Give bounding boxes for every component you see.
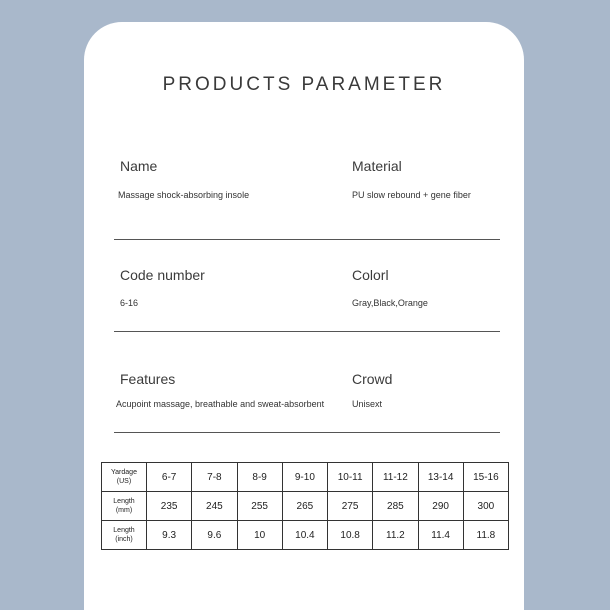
table-cell: 275 bbox=[328, 492, 373, 521]
name-label: Name bbox=[120, 158, 158, 174]
code-number-value: 6-16 bbox=[120, 298, 139, 308]
table-cell: 9.3 bbox=[147, 521, 192, 550]
row-header-line1: Length bbox=[113, 527, 135, 534]
table-row bbox=[102, 492, 509, 521]
material-value: PU slow rebound + gene fiber bbox=[352, 190, 471, 200]
name-value: Massage shock-absorbing insole bbox=[118, 190, 250, 200]
table-cell: 11.8 bbox=[463, 521, 508, 550]
table-cell: 245 bbox=[192, 492, 237, 521]
row-header bbox=[102, 492, 147, 521]
row-header-line2: (inch) bbox=[115, 536, 133, 543]
row-header-line1: Yardage bbox=[111, 469, 137, 476]
table-row bbox=[102, 463, 509, 492]
table-cell: 11-12 bbox=[373, 463, 418, 492]
table-cell: 10.4 bbox=[282, 521, 327, 550]
table-cell: 7-8 bbox=[192, 463, 237, 492]
table-cell: 265 bbox=[282, 492, 327, 521]
table-cell: 255 bbox=[237, 492, 282, 521]
table-row bbox=[102, 521, 509, 550]
features-label: Features bbox=[120, 371, 176, 387]
table-cell: 13-14 bbox=[418, 463, 463, 492]
table-cell: 235 bbox=[147, 492, 192, 521]
row-header-line2: (mm) bbox=[115, 507, 133, 514]
table-cell: 15-16 bbox=[463, 463, 508, 492]
table-cell: 6-7 bbox=[147, 463, 192, 492]
table-cell: 11.2 bbox=[373, 521, 418, 550]
row-header-line1: Length bbox=[113, 498, 135, 505]
material-label: Material bbox=[352, 158, 402, 174]
crowd-label: Crowd bbox=[352, 371, 393, 387]
table-cell: 9.6 bbox=[192, 521, 237, 550]
table-cell: 9-10 bbox=[282, 463, 327, 492]
page-title: PRODUCTS PARAMETER bbox=[162, 74, 446, 95]
features-value: Acupoint massage, breathable and sweat-absorbent bbox=[116, 399, 325, 409]
table-cell: 285 bbox=[373, 492, 418, 521]
color-label: Colorl bbox=[352, 267, 389, 283]
crowd-value: Unisext bbox=[352, 399, 383, 409]
color-value: Gray,Black,Orange bbox=[352, 298, 428, 308]
product-card bbox=[84, 22, 524, 610]
divider-1 bbox=[114, 239, 500, 240]
divider-2 bbox=[114, 331, 500, 332]
size-table bbox=[101, 462, 509, 550]
row-header bbox=[102, 463, 147, 492]
code-number-label: Code number bbox=[120, 267, 205, 283]
table-cell: 300 bbox=[463, 492, 508, 521]
row-header bbox=[102, 521, 147, 550]
table-cell: 10-11 bbox=[328, 463, 373, 492]
row-header-line2: (US) bbox=[116, 478, 132, 485]
divider-3 bbox=[114, 432, 500, 433]
table-cell: 8-9 bbox=[237, 463, 282, 492]
table-cell: 11.4 bbox=[418, 521, 463, 550]
table-cell: 10.8 bbox=[328, 521, 373, 550]
table-cell: 10 bbox=[237, 521, 282, 550]
table-cell: 290 bbox=[418, 492, 463, 521]
